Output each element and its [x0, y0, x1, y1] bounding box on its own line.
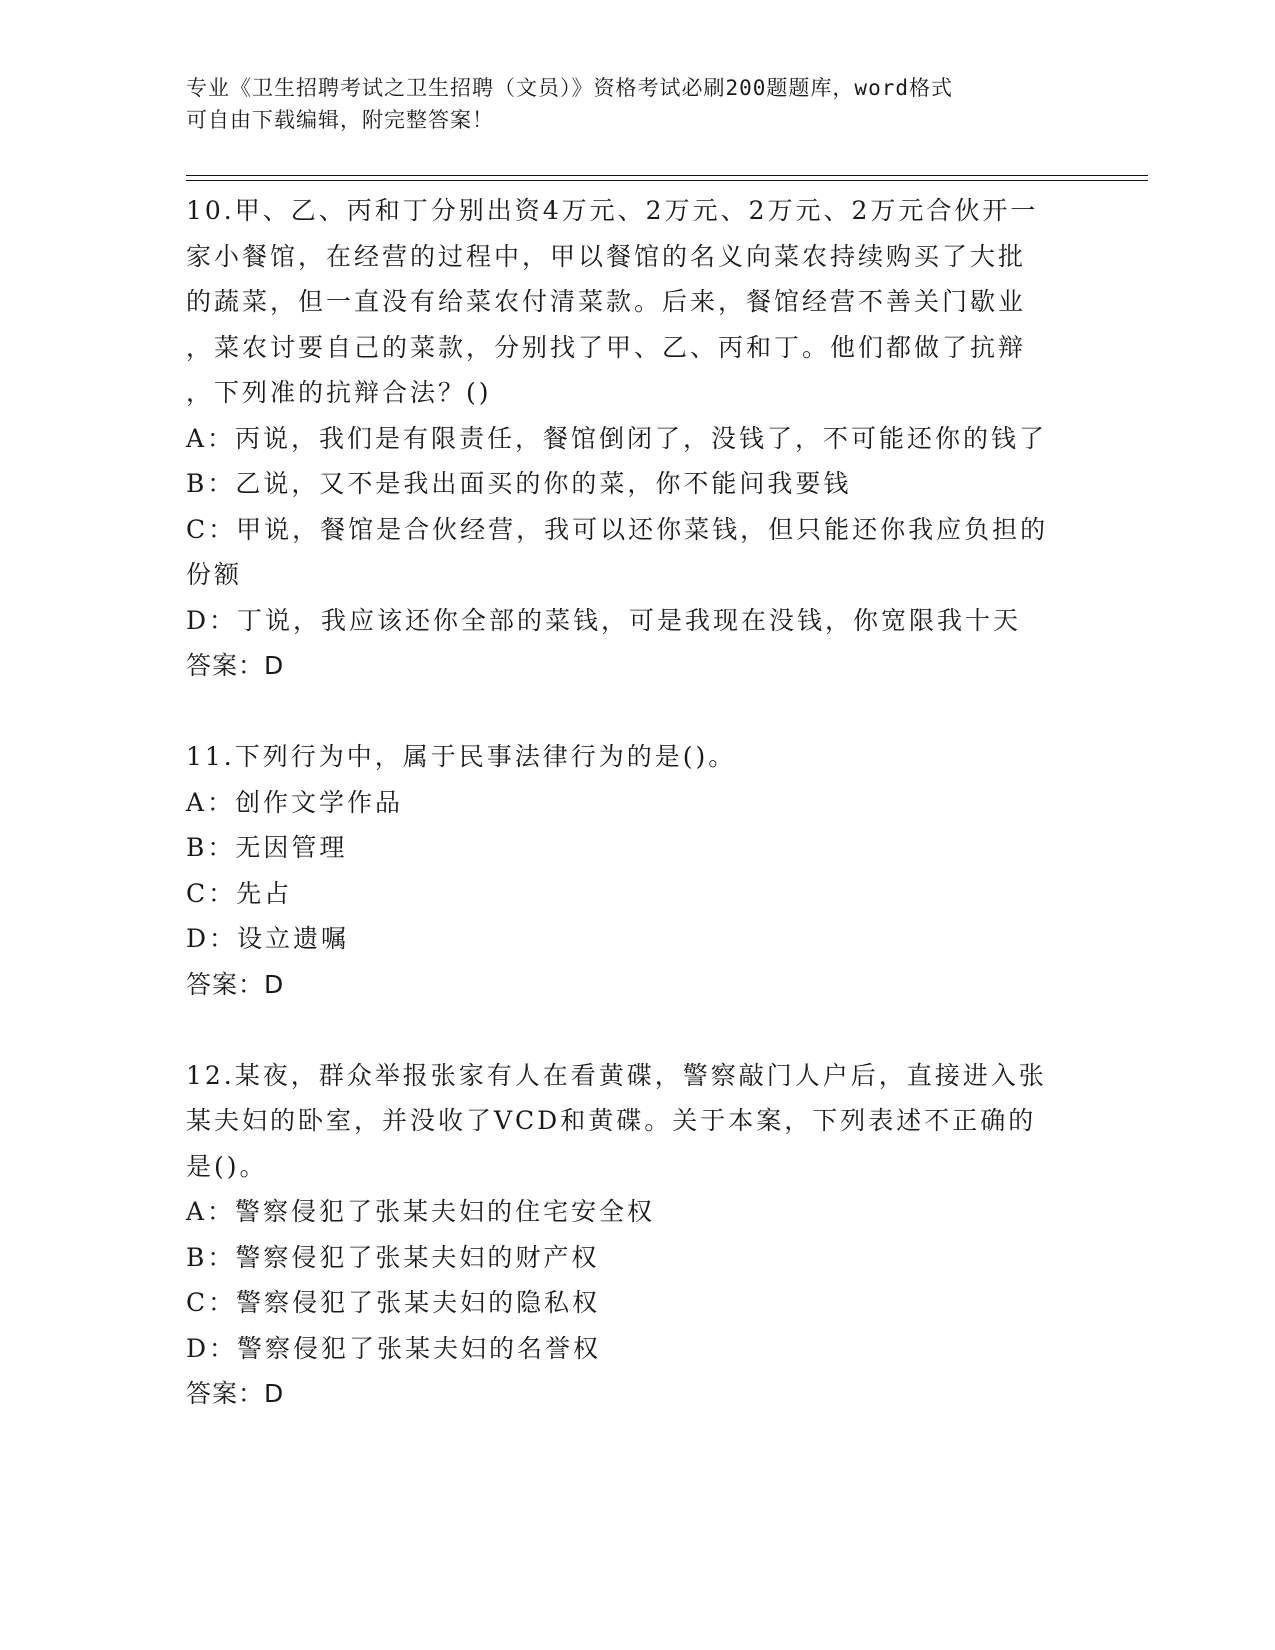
question-stem-line: 10.甲、乙、丙和丁分别出资4万元、2万元、2万元、2万元合伙开一: [186, 196, 1039, 225]
question-list: [186, 188, 1086, 1417]
question-stem-line: 的蔬菜，但一直没有给菜农付清菜款。后来，餐馆经营不善关门歇业: [186, 287, 1027, 316]
question-12: [186, 1053, 1086, 1417]
option-c: C：甲说，餐馆是合伙经营，我可以还你菜钱，但只能还你我应负担的: [186, 514, 1049, 544]
question-11: [186, 734, 1086, 1007]
option-b: B：警察侵犯了张某夫妇的财产权: [186, 1242, 600, 1272]
option-d: D：丁说，我应该还你全部的菜钱，可是我现在没钱，你宽限我十天: [186, 605, 1022, 635]
option-d: D：警察侵犯了张某夫妇的名誉权: [186, 1333, 602, 1363]
option-b: B：无因管理: [186, 833, 348, 862]
question-stem-line: 某夫妇的卧室，并没收了VCD和黄碟。关于本案，下列表述不正确的: [186, 1106, 1037, 1135]
question-stem-line: ，菜农讨要自己的菜款，分别找了甲、乙、丙和丁。他们都做了抗辩: [186, 332, 1027, 362]
option-a: A：警察侵犯了张某夫妇的住宅安全权: [186, 1197, 656, 1226]
option-a: A：创作文学作品: [186, 787, 404, 817]
option-a: A：丙说，我们是有限责任，餐馆倒闭了，没钱了，不可能还你的钱了: [186, 423, 1048, 453]
question-stem-line: 家小餐馆，在经营的过程中，甲以餐馆的名义向菜农持续购买了大批: [186, 241, 1027, 271]
header-line-2: 可自由下载编辑，附完整答案！: [186, 108, 494, 132]
question-stem-line: 12.某夜，群众举报张家有人在看黄碟，警察敲门人户后，直接进入张: [186, 1060, 1047, 1090]
option-b: B：乙说，又不是我出面买的你的菜，你不能问我要钱: [186, 469, 852, 498]
question-stem-line: 是()。: [186, 1151, 268, 1181]
question-spacer: [186, 1007, 1086, 1053]
question-stem-line: ，下列准的抗辩合法？(): [186, 378, 492, 407]
header-divider: [186, 175, 1148, 176]
answer-line: 答案：D: [186, 969, 285, 999]
header-line-1: 专业《卫生招聘考试之卫生招聘（文员）》资格考试必刷200题题库，word格式: [186, 76, 953, 100]
document-header: [186, 72, 1086, 136]
question-spacer: [186, 689, 1086, 735]
option-d: D：设立遗嘱: [186, 924, 350, 953]
option-c: C：先占: [186, 878, 293, 908]
answer-line: 答案：D: [186, 651, 285, 680]
option-c: C：警察侵犯了张某夫妇的隐私权: [186, 1288, 601, 1317]
header-divider-second: [186, 180, 1148, 181]
question-10: [186, 188, 1086, 689]
answer-line: 答案：D: [186, 1379, 285, 1408]
question-stem-line: 11.下列行为中，属于民事法律行为的是()。: [186, 742, 737, 771]
option-c-continued: 份额: [186, 560, 243, 589]
